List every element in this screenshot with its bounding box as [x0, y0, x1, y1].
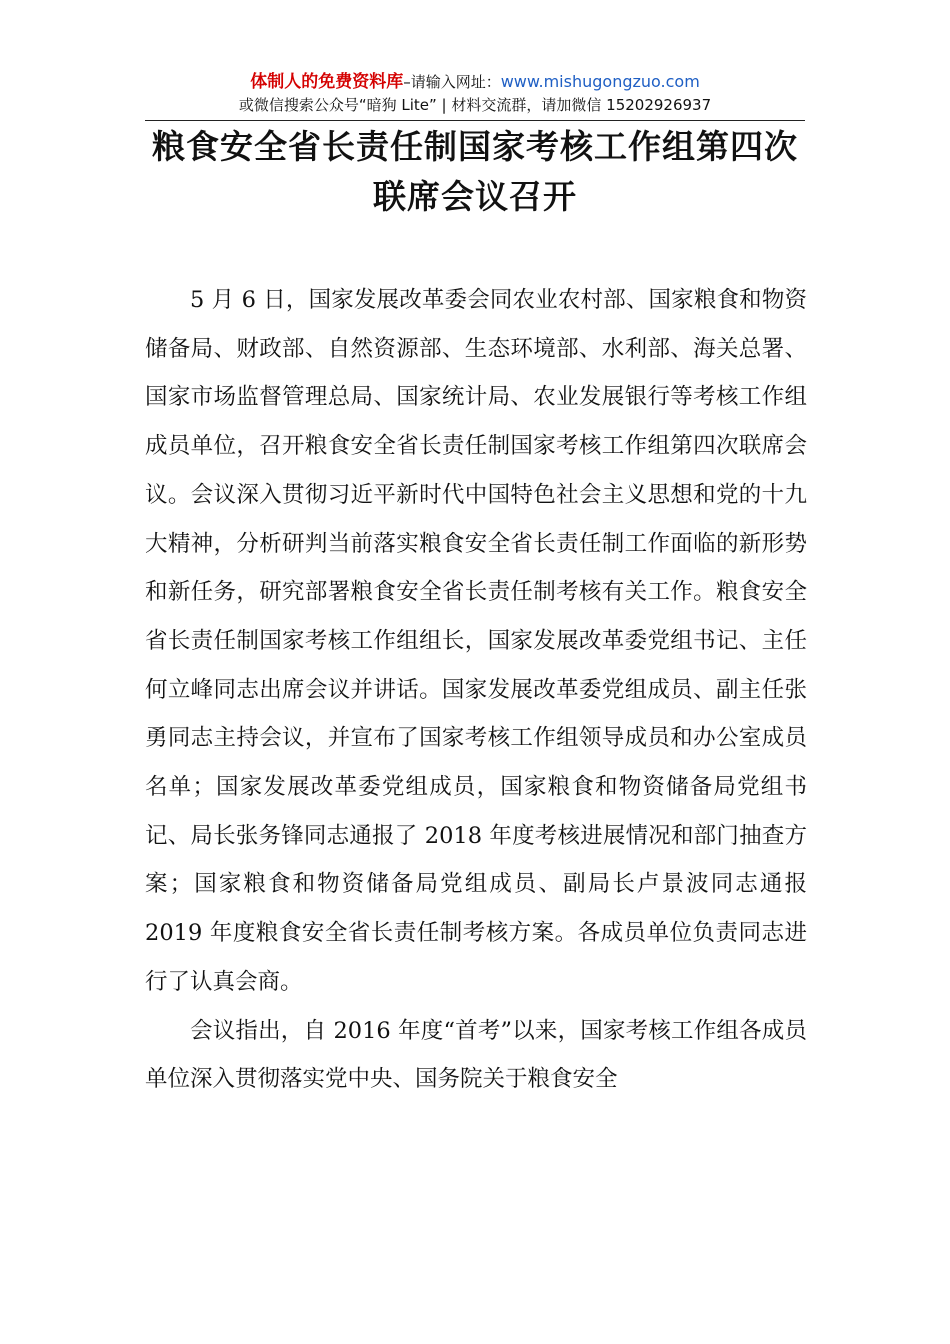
paragraph: 会议指出，自 2016 年度“首考”以来，国家考核工作组各成员单位深入贯彻落实党中央、国务院关于粮食安全: [145, 1017, 807, 1093]
website-link[interactable]: www.mishugongzuo.com: [500, 72, 700, 91]
article-body: [145, 276, 807, 1104]
brand-name: 体制人的免费资料库: [250, 72, 404, 92]
url-prompt: –请输入网址：: [403, 73, 501, 91]
header-promo-line: [0, 70, 950, 94]
page-header: [0, 70, 950, 116]
article-title: 粮食安全省长责任制国家考核工作组第四次联席会议召开: [152, 127, 798, 216]
paragraph: 5 月 6 日，国家发展改革委会同农业农村部、国家粮食和物资储备局、财政部、自然资源部、生态环境部、水利部、海关总署、国家市场监督管理总局、国家统计局、农业发展银行等考核工作组成员单位，召开粮食安全省长责任制国家考核工作组第四次联席会议。会议深入贯彻习近平新时代中国特色社会主义思想和党的十九大精神，分析研判当前落实粮食安全省长责任制工作面临的新形势和新任务，研究部署粮食安全省长责任制考核有关工作。粮食安全省长责任制国家考核工作组组长，国家发展改革委党组书记、主任何立峰同志出席会议并讲话。国家发展改革委党组成员、副主任张勇同志主持会议，并宣布了国家考核工作组领导成员和办公室成员名单；国家发展改革委党组成员，国家粮食和物资储备局党组书记、局长张务锋同志通报了 2018 年度考核进展情况和部门抽查方案；国家粮食和物资储备局党组成员、副局长卢景波同志通报 2019 年度粮食安全省长责任制考核方案。各成员单位负责同志进行了认真会商。: [145, 287, 807, 995]
header-divider: [145, 120, 805, 121]
header-contact-line: 或微信搜索公众号“暗狗 Lite” | 材料交流群，请加微信 15202926937: [238, 96, 712, 114]
